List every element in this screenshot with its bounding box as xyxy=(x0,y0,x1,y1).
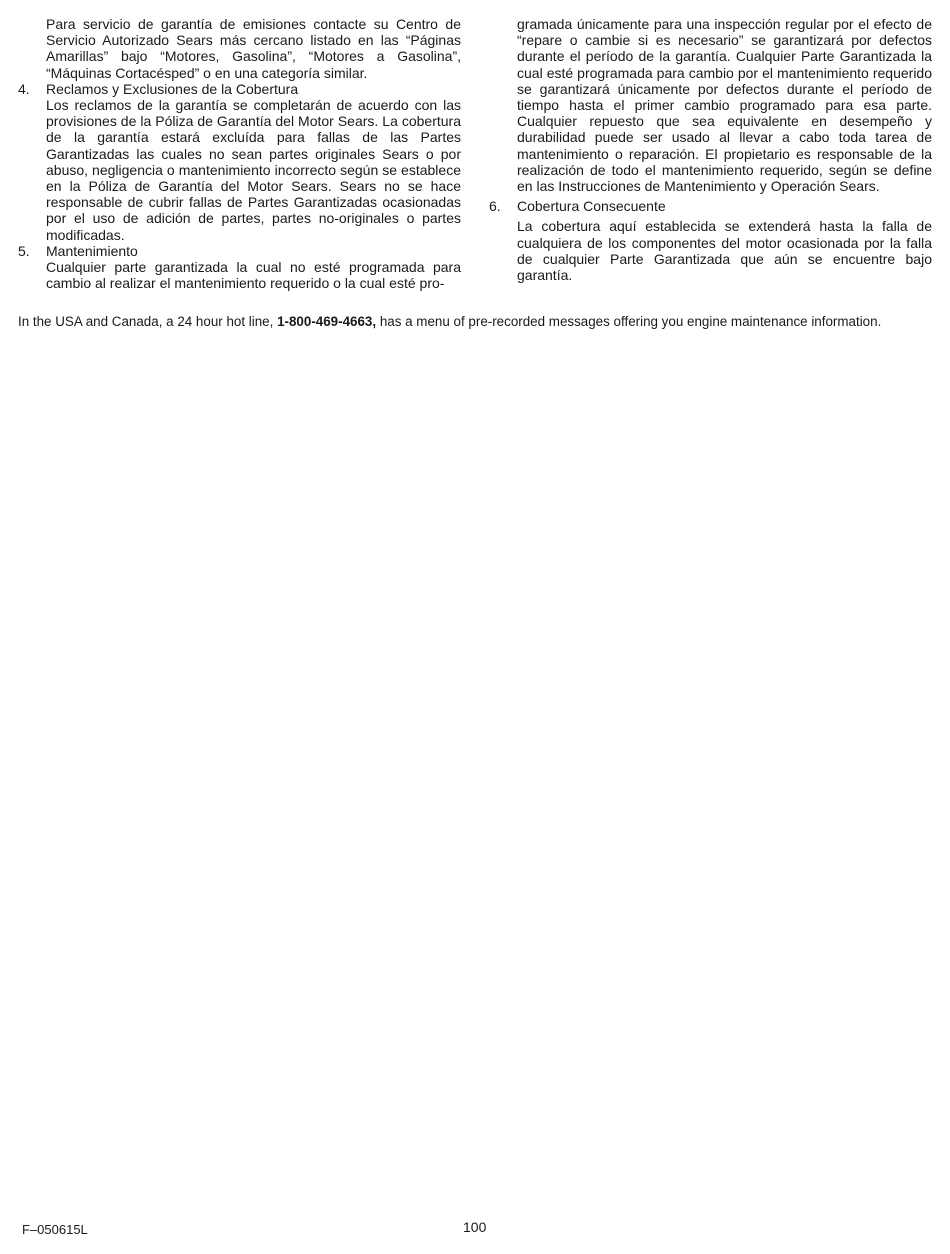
item-4-number: 4. xyxy=(18,80,30,97)
item-5-title: Mantenimiento xyxy=(46,242,138,259)
item-6-title: Cobertura Consecuente xyxy=(517,198,666,215)
page-number: 100 xyxy=(463,1219,487,1235)
left-column xyxy=(18,16,461,291)
emissions-service-paragraph: Para servicio de garantía de emisiones contacte su Centro de Servicio Autorizado Sears más cercano listado en las “Páginas Amarillas” bajo “Motores, Gasolina”, “Motores a Gasolina”, “Máquinas Cortacésped” o en una categoría similar. xyxy=(46,16,461,81)
item-5-heading xyxy=(18,243,461,259)
item-6-number: 6. xyxy=(489,198,501,215)
item-6-consequential-coverage xyxy=(489,198,932,283)
item-6-body: La cobertura aquí establecida se extenderá hasta la falla de cualquiera de los componentes del motor ocasionada por la falla de cualquier Parte Garantizada que aún se encuentre bajo garantía. xyxy=(517,218,932,284)
hotline-notice xyxy=(18,314,934,330)
item-4-heading xyxy=(18,81,461,97)
item-6-heading xyxy=(489,198,932,214)
item-5-maintenance xyxy=(18,243,461,292)
hotline-phone-number: 1-800-469-4663, xyxy=(277,314,377,329)
item-4-body: Los reclamos de la garantía se completarán de acuerdo con las provisiones de la Póliza de Garantía del Motor Sears. La cobertura de la garantía estará excluída para fallas de las Partes Garantizadas las cuales no sean partes originales Sears o por abuso, negligencia o mantenimiento incorrecto según se establece en la Póliza de Garantía del Motor Sears. Sears no se hace responsable de cubrir fallas de Partes Garantizadas ocasionadas por el uso de adición de partes, partes no-originales o partes modificadas. xyxy=(46,97,461,243)
hotline-suffix: has a menu of pre-recorded messages offering you engine maintenance information. xyxy=(376,314,882,329)
item-5-body: Cualquier parte garantizada la cual no esté programada para cambio al realizar el mantenimiento requerido o la cual esté pro- xyxy=(46,259,461,292)
document-code: F–050615L xyxy=(22,1222,88,1237)
right-column xyxy=(489,16,932,283)
item-4-title: Reclamos y Exclusiones de la Cobertura xyxy=(46,80,299,97)
maintenance-continuation-paragraph: gramada únicamente para una inspección regular por el efecto de “repare o cambie si es necesario” se garantizará por defectos durante el período de la garantía. Cualquier Parte Garantizada la cual esté programada para cambio por el mantenimiento requerido se garantizará únicamente por defectos durante el período de tiempo hasta el primer cambio programado para esa parte. Cualquier repuesto que sea equivalente en desempeño y durabilidad puede ser usado al llevar a cabo toda tarea de mantenimiento o reparación. El propietario es responsable de la realización de todo el mantenimiento requerido, según se define en las Instrucciones de Mantenimiento y Operación Sears. xyxy=(517,16,932,195)
item-5-number: 5. xyxy=(18,242,30,259)
hotline-prefix: In the USA and Canada, a 24 hour hot line, xyxy=(18,314,278,329)
item-4-claims-exclusions xyxy=(18,81,461,243)
